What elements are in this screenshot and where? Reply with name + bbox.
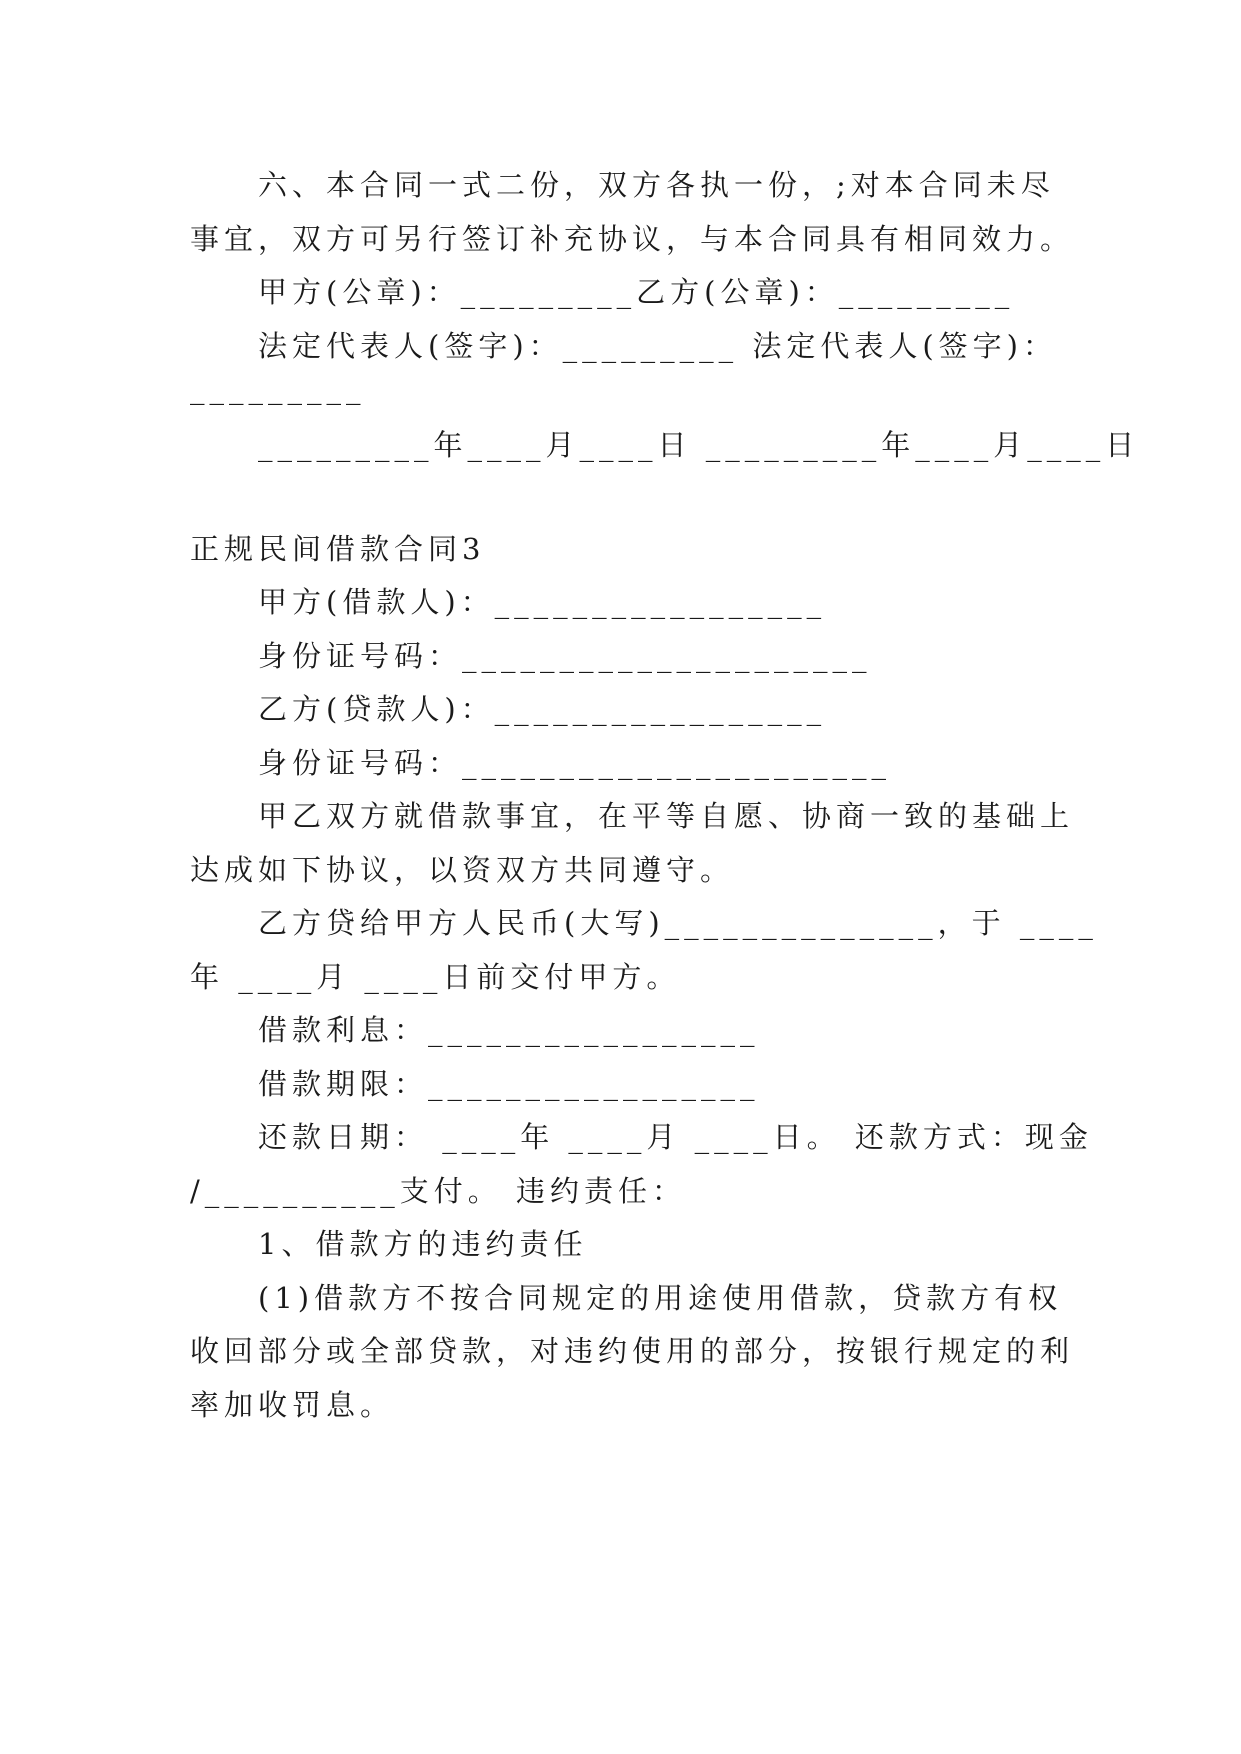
section-title: 正规民间借款合同3 [190, 532, 486, 566]
agreement-intro-line-2: 达成如下协议，以资双方共同遵守。 [190, 853, 735, 887]
legal-rep-signature-blank: _________ [190, 371, 366, 405]
loan-amount-line-2: 年 ____月 ____日前交付甲方。 [190, 960, 681, 994]
clause-six-line-2: 事宜，双方可另行签订补充协议，与本合同具有相同效力。 [190, 222, 1075, 256]
borrower-liability-heading: 1、借款方的违约责任 [190, 1227, 588, 1261]
repayment-date-line-1: 还款日期： ____年 ____月 ____日。 还款方式：现金 [190, 1120, 1093, 1154]
party-seal-line: 甲方(公章)：_________乙方(公章)：_________ [190, 275, 1015, 309]
borrower-field: 甲方(借款人)：_________________ [190, 585, 827, 619]
lender-field: 乙方(贷款人)：_________________ [190, 692, 827, 726]
agreement-intro-line-1: 甲乙双方就借款事宜，在平等自愿、协商一致的基础上 [190, 799, 1075, 833]
lender-id-field: 身份证号码：______________________ [190, 746, 892, 780]
loan-term-field: 借款期限：_________________ [190, 1067, 760, 1101]
clause-six-line-1: 六、本合同一式二份，双方各执一份，;对本合同未尽 [190, 168, 1055, 202]
loan-interest-field: 借款利息：_________________ [190, 1013, 760, 1047]
liability-clause-line-1: (1)借款方不按合同规定的用途使用借款，贷款方有权 [190, 1281, 1063, 1315]
legal-rep-signature-line: 法定代表人(签字)：_________ 法定代表人(签字)： [190, 329, 1057, 363]
repayment-date-line-2: /__________支付。 违约责任： [190, 1174, 686, 1208]
liability-clause-line-3: 率加收罚息。 [190, 1388, 395, 1422]
liability-clause-line-2: 收回部分或全部贷款，对违约使用的部分，按银行规定的利 [190, 1334, 1075, 1368]
loan-amount-line-1: 乙方贷给甲方人民币(大写)______________，于 ____ [190, 906, 1098, 940]
borrower-id-field: 身份证号码：_____________________ [190, 639, 872, 673]
signing-date-line: _________年____月____日 _________年____月____日 [190, 428, 1140, 462]
